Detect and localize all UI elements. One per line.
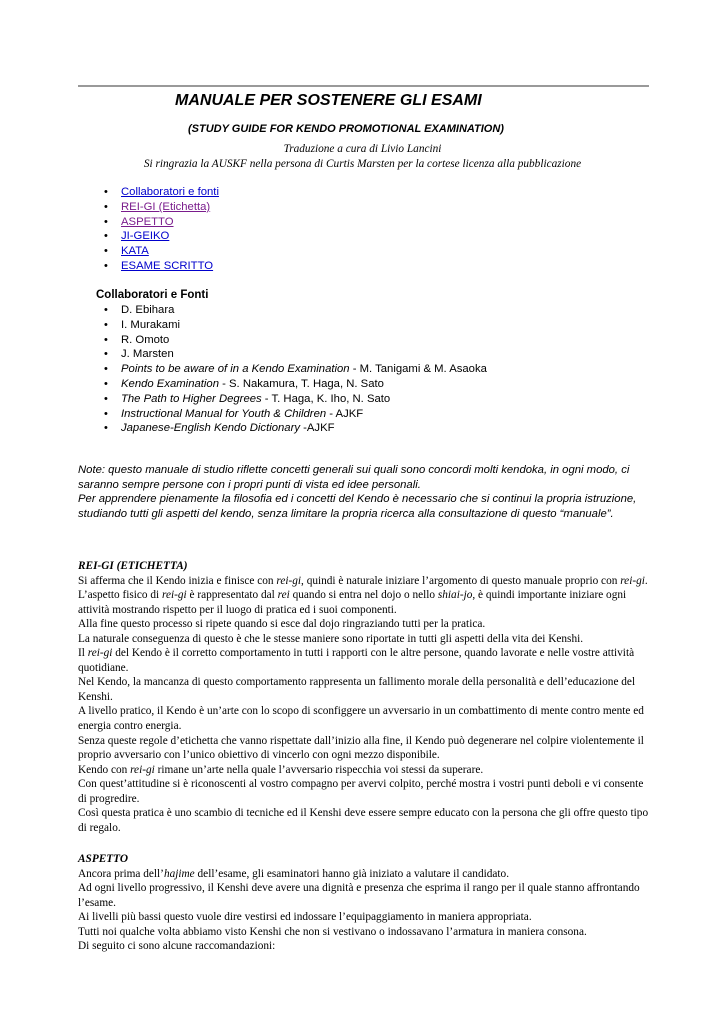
paragraph: Di seguito ci sono alcune raccomandazioni:: [78, 940, 276, 953]
term: rei-gi: [276, 574, 302, 587]
toc-item: [104, 259, 219, 274]
toc-link-reigi[interactable]: REI-GI (Etichetta): [121, 200, 211, 213]
text-run: rimane un’arte nella quale l’avversario rispecchia voi stessi da superare.: [154, 763, 484, 776]
term: rei-gi: [161, 589, 187, 602]
list-item: • I. Murakami: [104, 318, 487, 333]
source-title: Kendo Examination: [121, 377, 219, 390]
source-authors: - AJKF: [326, 407, 364, 420]
text-run: Si afferma che il Kendo inizia e finisce con: [78, 574, 277, 587]
text-run: è rappresentato dal: [186, 589, 278, 602]
paragraph: [78, 588, 650, 617]
toc-item: [104, 244, 219, 259]
toc-link-kata[interactable]: KATA: [121, 245, 149, 258]
text-run: del Kendo è il corretto comportamento in tutti i rapporti con le altre persone, quando lavorate e nelle vostre attività quotidiane.: [78, 647, 635, 674]
term: rei-gi: [620, 574, 645, 587]
toc-item: [104, 200, 219, 215]
paragraph: Tutti noi qualche volta abbiamo visto Kenshi che non si vestivano o indossavano l’armatura in maniera consona.: [78, 925, 587, 938]
page-title: MANUALE PER SOSTENERE GLI ESAMI: [175, 92, 482, 109]
term: rei-gi: [87, 647, 113, 660]
paragraph: La naturale conseguenza di questo è che le stesse maniere sono riportate in tutti gli aspetti della vita dei Kenshi.: [78, 632, 584, 645]
list-item: [104, 421, 487, 436]
source-title: Instructional Manual for Youth & Children: [121, 407, 327, 420]
note-paragraph: Note: questo manuale di studio riflette concetti generali sui quali sono concordi molti kendoka, in ogni modo, ci saranno sempre persone con i propri punti di vista ed idee personali.: [78, 464, 630, 491]
list-item: [104, 407, 487, 422]
list-item: [104, 377, 487, 392]
toc-item: [104, 229, 219, 244]
source-authors: -AJKF: [299, 422, 335, 435]
toc-link-collaboratori[interactable]: Collaboratori e fonti: [121, 186, 219, 198]
source-title: Points to be aware of in a Kendo Examination: [121, 363, 350, 376]
text-run: dell’esame, gli esaminatori hanno già iniziato a valutare il candidato.: [194, 867, 510, 880]
term: rei: [277, 589, 290, 602]
toc-link-aspetto[interactable]: ASPETTO: [121, 215, 174, 228]
reigi-heading: REI-GI (ETICHETTA): [78, 560, 188, 572]
list-item: [104, 362, 487, 377]
paragraph: Senza queste regole d’etichetta che vanno rispettate dall’inizio alla fine, il Kendo può degenerare nel colpire violentemente il proprio avversario con l’unico obiettivo di vincerlo con ogni mezzo disponibile.: [78, 734, 644, 762]
toc-item: [104, 215, 219, 230]
toc-link-jigeiko[interactable]: JI-GEIKO: [121, 230, 170, 243]
paragraph: [78, 867, 650, 882]
page-subtitle: (STUDY GUIDE FOR KENDO PROMOTIONAL EXAMINATION): [188, 123, 504, 135]
text-run: Il: [78, 647, 88, 660]
aspetto-heading: ASPETTO: [78, 853, 129, 865]
toc-link-esame-scritto[interactable]: ESAME SCRITTO: [121, 259, 214, 272]
text-run: , è quindi importante iniziare ogni attività mostrando rispetto per il luogo di pratica ed i suoi componenti.: [78, 589, 627, 616]
contributors-heading: Collaboratori e Fonti: [96, 289, 209, 301]
source-title: Japanese-English Kendo Dictionary: [121, 422, 300, 435]
text-run: .: [644, 574, 648, 587]
paragraph: Alla fine questo processo si ripete quando si esce dal dojo ringraziando tutti per la pratica.: [78, 618, 486, 631]
text-run: L’aspetto fisico di: [78, 589, 162, 602]
term: rei-gi: [130, 763, 155, 776]
note-paragraph: Per apprendere pienamente la filosofia ed i concetti del Kendo è necessario che si continui la propria istruzione, studiando tutti gli aspetti del kendo, senza limitare la propria ricerca alla consultazione di questo “manuale”.: [78, 493, 637, 520]
reigi-section: [78, 559, 650, 835]
source-authors: - S. Nakamura, T. Haga, N. Sato: [218, 377, 384, 390]
paragraph: Nel Kendo, la mancanza di questo comportamento rappresenta un fallimento morale della personalità e dell’educazione del Kenshi.: [78, 676, 636, 703]
thanks-line: Si ringrazia la AUSKF nella persona di Curtis Marsten per la cortese licenza alla pubblicazione: [143, 158, 582, 170]
list-item: [104, 392, 487, 407]
text-run: quando si entra nel dojo o nello: [289, 589, 438, 602]
paragraph: Ad ogni livello progressivo, il Kenshi deve avere una dignità e presenza che esprima il rango per il quale stanno affrontando l’esame.: [78, 882, 640, 909]
top-rule: [78, 85, 649, 87]
paragraph: Così questa pratica è uno scambio di tecniche ed il Kenshi deve essere sempre educato con la persona che gli offre questo tipo di regalo.: [78, 807, 649, 834]
contributors-list: [104, 303, 487, 436]
term: hajime: [163, 867, 195, 880]
aspetto-section: [78, 852, 650, 954]
list-item: • R. Omoto: [104, 333, 487, 348]
text-run: Kendo con: [78, 763, 131, 776]
paragraph: [78, 763, 650, 778]
paragraph: [78, 646, 650, 675]
paragraph: Ai livelli più bassi questo vuole dire vestirsi ed indossare l’equipaggiamento in maniera appropriata.: [78, 911, 532, 924]
text-run: , quindi è naturale iniziare l’argomento di questo manuale proprio con: [301, 574, 621, 587]
table-of-contents: [104, 185, 219, 274]
source-authors: - M. Tanigami & M. Asaoka: [349, 363, 487, 376]
translation-credit: Traduzione a cura di Livio Lancini: [283, 143, 442, 155]
paragraph: [78, 574, 650, 589]
toc-item: [104, 185, 219, 200]
source-title: The Path to Higher Degrees: [121, 392, 262, 405]
paragraph: Con quest’attitudine si è riconoscenti al vostro compagno per avervi colpito, perché mostra i vostri punti deboli e vi consente di progredire.: [78, 778, 644, 805]
source-authors: - T. Haga, K. Iho, N. Sato: [261, 392, 391, 405]
list-item: • J. Marsten: [104, 347, 487, 362]
note-block: [78, 463, 653, 521]
list-item: • D. Ebihara: [104, 303, 487, 318]
text-run: Ancora prima dell’: [78, 867, 164, 880]
paragraph: A livello pratico, il Kendo è un’arte con lo scopo di sconfiggere un avversario in un combattimento di mente contro mente ed energia contro energia.: [78, 705, 644, 733]
term: shiai-jo: [437, 589, 473, 602]
